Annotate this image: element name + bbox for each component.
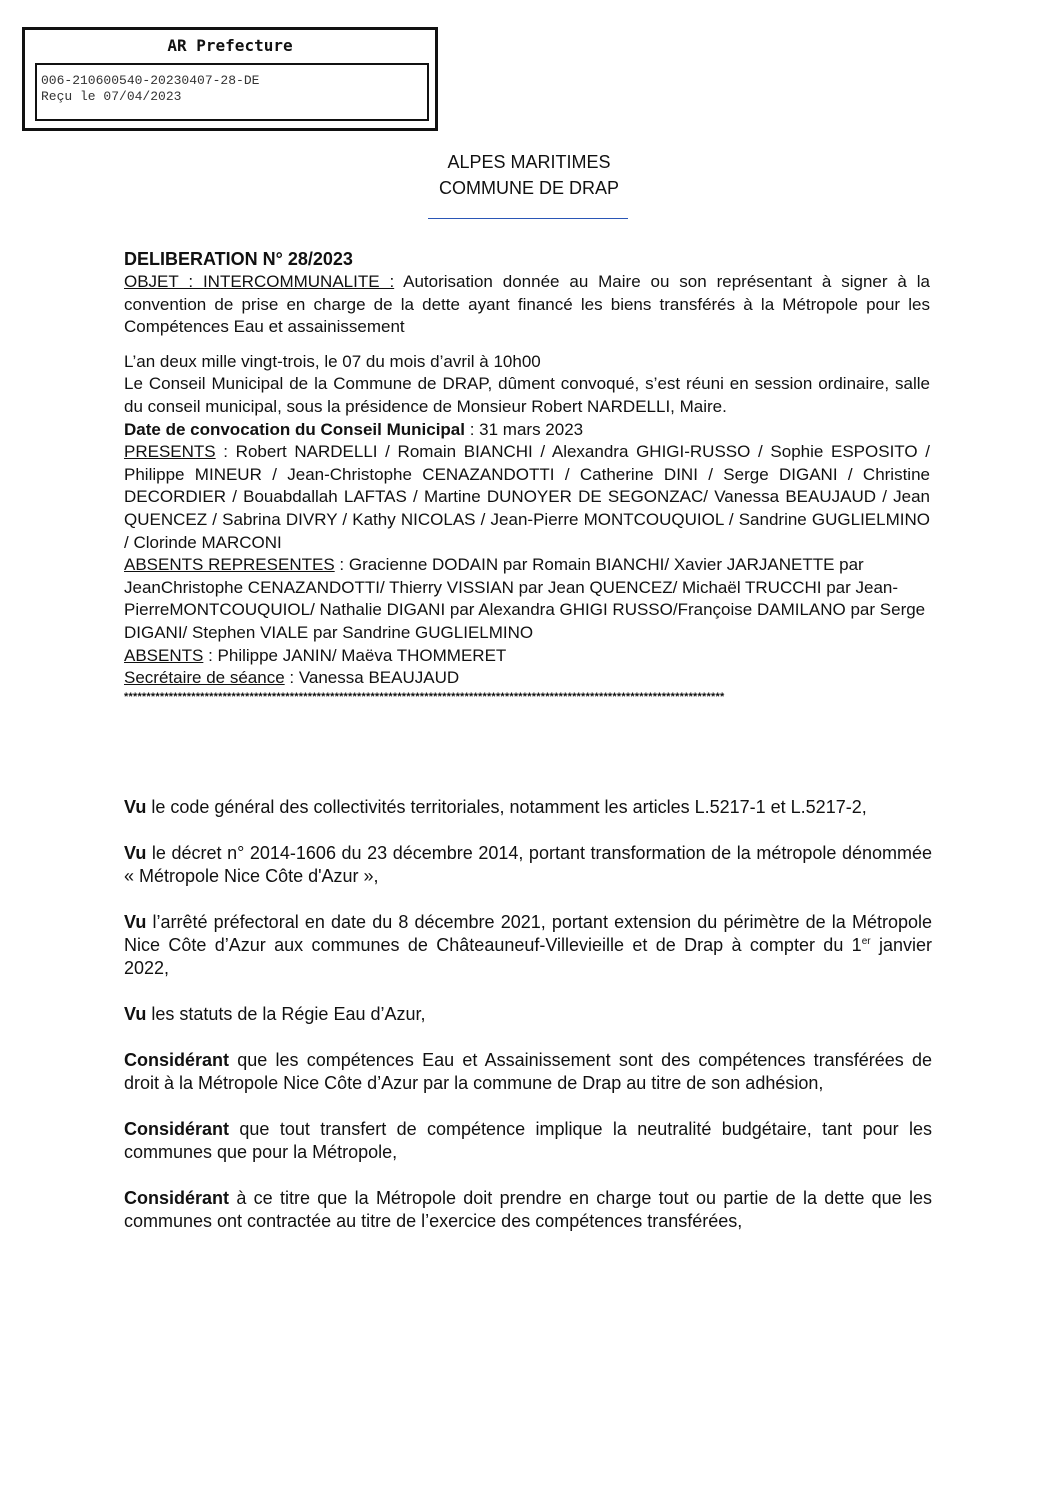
department-name: ALPES MARITIMES — [447, 152, 611, 172]
clause-text: que les compétences Eau et Assainissement sont des compétences transférées de droit à la Métropole Nice Côte d’Azur par la commune de Drap au titre de son adhésion, — [124, 1050, 932, 1093]
deliberation-clauses — [124, 796, 932, 1256]
absents-represented-names: : Gracienne DODAIN par Romain BIANCHI/ Xavier JARJANETTE par JeanChristophe CENAZANDOTTI/ Thierry VISSIAN par Jean QUENCEZ/ Michaël TRUCCHI par Jean-PierreMONTCOUQUIOL/ Nathalie DIGANI par Alexandra GHIGI RUSSO/Françoise DAMILANO par Serge DIGANI/ Stephen VIALE par Sandrine GUGLIELMINO — [124, 555, 926, 642]
asterisk-separator: ************************************************************************************************************************************** — [124, 690, 725, 703]
commune-name: COMMUNE DE DRAP — [438, 178, 619, 198]
presents-list — [124, 441, 930, 554]
clause-text: l’arrêté préfectoral en date du 8 décembre 2021, portant extension du périmètre de la Métropole Nice Côte d’Azur aux communes de Châteauneuf-Villevieille et de Drap à compter du 1 — [124, 912, 932, 955]
stamp-reference: 006-210600540-20230407-28-DE — [41, 73, 260, 88]
clause-superscript: er — [861, 936, 871, 947]
clause-considerant-neutralite — [124, 1118, 932, 1164]
absents-list — [124, 645, 930, 668]
convocation-date — [124, 419, 930, 442]
clause-vu-statuts — [124, 1003, 932, 1026]
clause-considerant-competences — [124, 1049, 932, 1095]
secretary-name: : Vanessa BEAUJAUD — [284, 668, 460, 688]
absents-represented-label: ABSENTS REPRESENTES — [124, 555, 335, 575]
stamp-received-date: Reçu le 07/04/2023 — [41, 89, 182, 104]
clause-text: que tout transfert de compétence implique la neutralité budgétaire, tant pour les communes que pour la Métropole, — [124, 1119, 932, 1162]
secretary-label: Secrétaire de séance — [124, 668, 285, 688]
deliberation-preamble — [124, 247, 930, 704]
clause-vu-arrete — [124, 911, 932, 980]
absents-represented-list — [124, 554, 930, 644]
document-header — [0, 149, 1058, 201]
session-date: L’an deux mille vingt-trois, le 07 du mois d’avril à 10h00 — [124, 351, 541, 371]
council-statement: Le Conseil Municipal de la Commune de DRAP, dûment convoqué, s’est réuni en session ordinaire, salle du conseil municipal, sous la présidence de Monsieur Robert NARDELLI, Maire. — [124, 374, 930, 416]
deliberation-object — [124, 271, 930, 339]
header-divider — [428, 218, 628, 219]
secretary-line — [124, 667, 930, 690]
presents-names: : Robert NARDELLI / Romain BIANCHI / Alexandra GHIGI-RUSSO / Sophie ESPOSITO / Philippe MINEUR / Jean-Christophe CENAZANDOTTI / Catherine DINI / Serge DIGANI / Christine DECORDIER / Bouabdallah LAFTAS / Martine DUNOYER DE SEGONZAC/ Vanessa BEAUJAUD / Jean QUENCEZ / Sabrina DIVRY / Kathy NICOLAS / Jean-Pierre MONTCOUQUIOL / Sandrine GUGLIELMINO / Clorinde MARCONI — [124, 442, 930, 552]
clause-lead: Vu — [124, 843, 147, 863]
clause-lead: Considérant — [124, 1119, 230, 1139]
stamp-title: AR Prefecture — [167, 36, 293, 55]
presents-label: PRESENTS — [124, 442, 216, 462]
clause-lead: Vu — [124, 912, 147, 932]
clause-lead: Considérant — [124, 1050, 230, 1070]
clause-text: le code général des collectivités territoriales, notamment les articles L.5217-1 et L.5217-2, — [146, 797, 867, 817]
object-label: OBJET : INTERCOMMUNALITE : — [124, 272, 395, 291]
spacer — [124, 339, 930, 351]
absents-label: ABSENTS — [124, 645, 204, 665]
deliberation-title: DELIBERATION N° 28/2023 — [124, 249, 353, 269]
convocation-label: Date de convocation du Conseil Municipal — [124, 419, 465, 439]
convocation-value: : 31 mars 2023 — [465, 419, 584, 439]
clause-lead: Vu — [124, 1004, 147, 1024]
clause-lead: Considérant — [124, 1188, 230, 1208]
clause-vu-decret — [124, 842, 932, 888]
clause-lead: Vu — [124, 797, 147, 817]
object-text: Autorisation donnée au Maire ou son représentant à signer à la convention de prise en charge de la dette ayant financé les biens transférés à la Métropole pour les Compétences Eau et assainissement — [124, 272, 930, 337]
absents-names: : Philippe JANIN/ Maëva THOMMERET — [203, 645, 507, 665]
clause-text: à ce titre que la Métropole doit prendre en charge tout ou partie de la dette que les communes ont contractée au titre de l’exercice des compétences transférées, — [124, 1188, 932, 1231]
clause-text-end: janvier 2022, — [124, 935, 932, 978]
clause-vu-cgct — [124, 796, 932, 819]
ar-prefecture-stamp — [22, 27, 438, 131]
clause-text: les statuts de la Régie Eau d’Azur, — [146, 1004, 426, 1024]
stamp-reference-box — [35, 63, 429, 121]
clause-text: le décret n° 2014-1606 du 23 décembre 2014, portant transformation de la métropole dénommée « Métropole Nice Côte d'Azur », — [124, 843, 932, 886]
clause-considerant-dette — [124, 1187, 932, 1233]
